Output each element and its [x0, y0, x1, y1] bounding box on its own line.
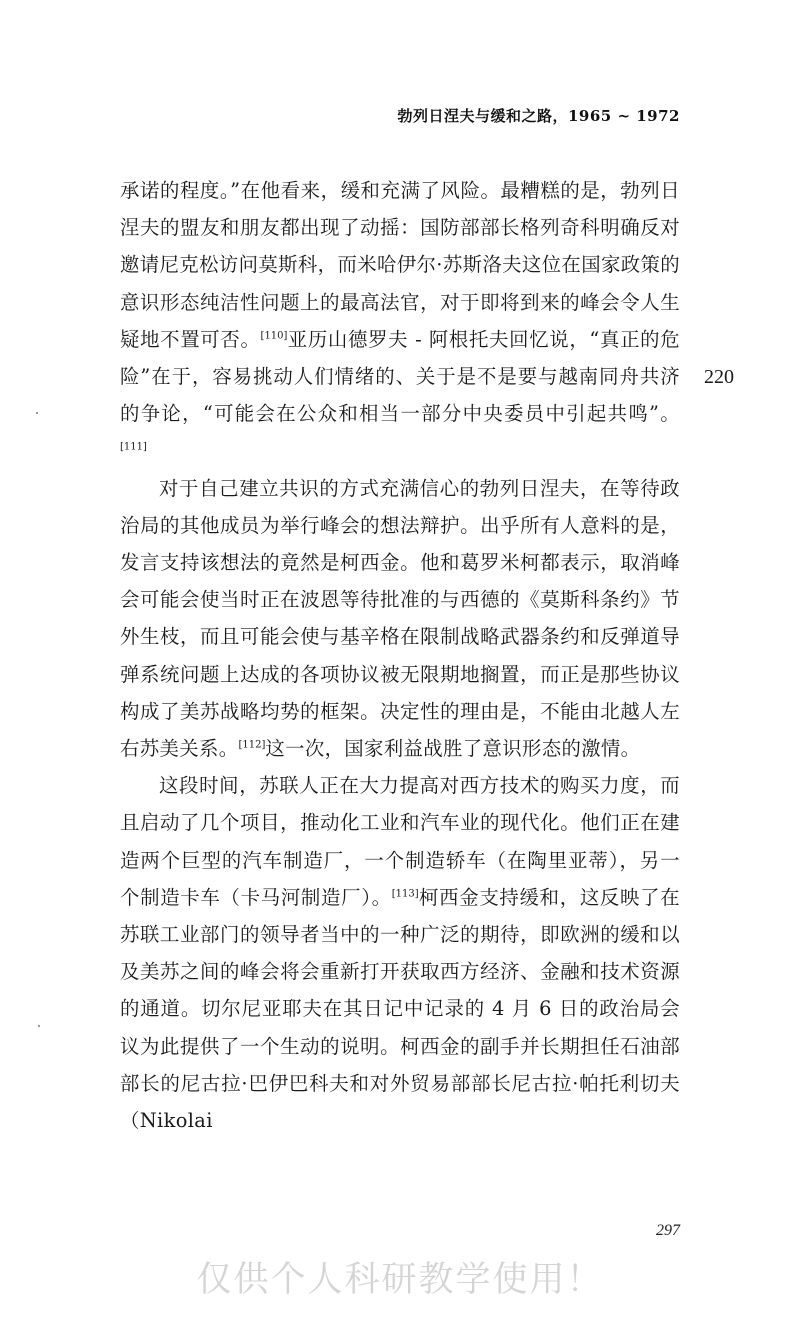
paragraph-text: 亚历山德罗夫 - 阿根托夫回忆说，“真正的危险”在于，容易挑动人们情绪的、关于是不是要与越南同舟共济的争论，“可能会在公众和相当一部分中央委员中引起共鸣”。 — [120, 327, 681, 426]
citation-marker: [110] — [260, 330, 288, 342]
scan-speck — [36, 412, 38, 414]
paragraph-1 — [120, 172, 680, 470]
running-header: 勃列日涅夫与缓和之路，1965 ~ 1972 — [397, 107, 680, 125]
watermark: 仅供个人科研教学使用！ — [196, 1260, 604, 1300]
body-text — [120, 172, 680, 1139]
citation-marker: [112] — [238, 739, 266, 751]
paragraph-text: 这一次，国家利益战胜了意识形态的激情。 — [265, 737, 641, 761]
paragraph-text: 承诺的程度。”在他看来，缓和充满了风险。最糟糕的是，勃列日涅夫的盟友和朋友都出现了动摇：国防部部长格列奇科明确反对邀请尼克松访问莫斯科，而米哈伊尔·苏斯洛夫这位在国家政策的意识形态纯洁性问题上的最高法官，对于即将到来的峰会令人生疑地不置可否。 — [120, 179, 680, 351]
paragraph-text: 柯西金支持缓和，这反映了在苏联工业部门的领导者当中的一种广泛的期待，即欧洲的缓和以及美苏之间的峰会将会重新打开获取西方经济、金融和技术资源的通道。切尔尼亚耶夫在其日记中记录的 4 月 6 日的政治局会议为此提供了一个生动的说明。柯西金的副手并长期担任石油部部长的尼古拉·巴伊巴科夫和对外贸易部部长尼古拉·帕托利切夫（Nikolai — [120, 885, 680, 1133]
citation-marker: [111] — [120, 441, 147, 453]
paragraph-3 — [120, 767, 680, 1139]
citation-marker: [113] — [391, 888, 419, 900]
paragraph-text: 对于自己建立共识的方式充满信心的勃列日涅夫，在等待政治局的其他成员为举行峰会的想法辩护。出乎所有人意料的是，发言支持该想法的竟然是柯西金。他和葛罗米柯都表示，取消峰会可能会使当时正在波恩等待批准的与西德的《莫斯科条约》节外生枝，而且可能会使与基辛格在限制战略武器条约和反弹道导弹系统问题上达成的各项协议被无限期地搁置，而正是那些协议构成了美苏战略均势的框架。决定性的理由是，不能由北越人左右苏美关系。 — [120, 476, 680, 761]
paragraph-text: 这段时间，苏联人正在大力提高对西方技术的购买力度，而且启动了几个项目，推动化工业和汽车业的现代化。他们正在建造两个巨型的汽车制造厂，一个制造轿车（在陶里亚蒂），另一个制造卡车（卡马河制造厂）。 — [120, 774, 680, 909]
original-page-number: 220 — [704, 366, 734, 388]
paragraph-2 — [120, 470, 680, 768]
page-number: 297 — [656, 1222, 680, 1239]
scan-speck — [38, 1025, 40, 1027]
